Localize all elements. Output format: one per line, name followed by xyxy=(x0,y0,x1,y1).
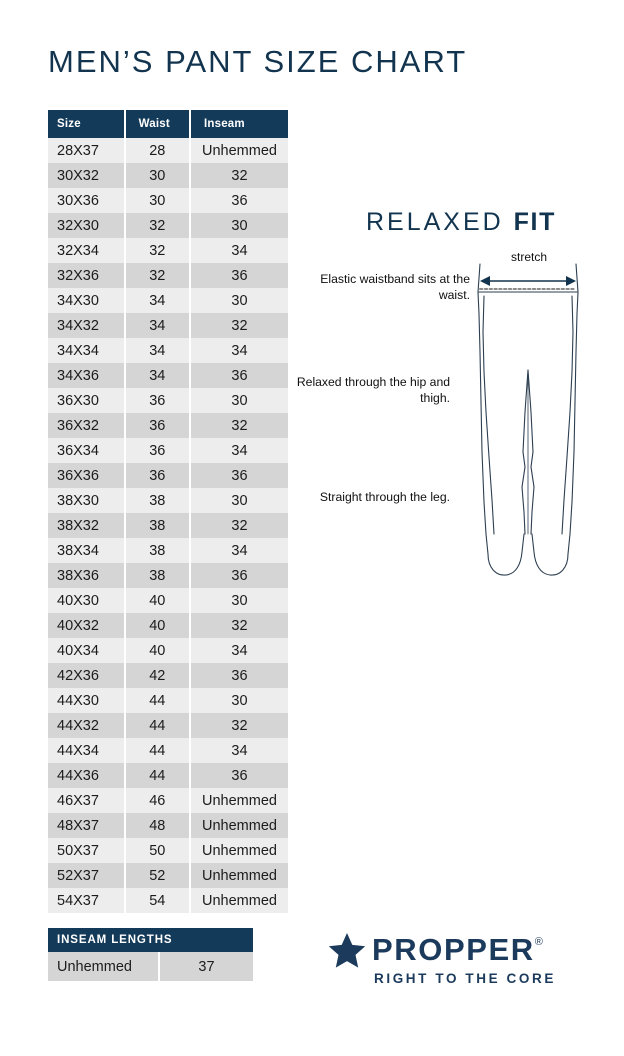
table-row xyxy=(48,863,288,888)
cell-inseam: 36 xyxy=(191,763,288,788)
cell-size: 40X30 xyxy=(48,588,126,613)
cell-size: 44X30 xyxy=(48,688,126,713)
table-row xyxy=(48,463,288,488)
size-chart-table xyxy=(48,110,288,913)
table-row xyxy=(48,888,288,913)
cell-size: 32X36 xyxy=(48,263,126,288)
column-header-inseam: Inseam xyxy=(191,110,288,138)
table-row xyxy=(48,763,288,788)
table-row xyxy=(48,738,288,763)
cell-size: 42X36 xyxy=(48,663,126,688)
table-row xyxy=(48,238,288,263)
cell-waist: 30 xyxy=(126,188,191,213)
table-row xyxy=(48,688,288,713)
table-row xyxy=(48,788,288,813)
cell-inseam: 36 xyxy=(191,188,288,213)
cell-size: 44X36 xyxy=(48,763,126,788)
cell-waist: 44 xyxy=(126,688,191,713)
cell-waist: 38 xyxy=(126,563,191,588)
cell-size: 44X34 xyxy=(48,738,126,763)
cell-waist: 32 xyxy=(126,213,191,238)
fit-title xyxy=(366,208,556,237)
cell-inseam: 34 xyxy=(191,738,288,763)
cell-waist: 36 xyxy=(126,438,191,463)
cell-inseam: 32 xyxy=(191,713,288,738)
cell-size: 38X36 xyxy=(48,563,126,588)
cell-size: 50X37 xyxy=(48,838,126,863)
table-row xyxy=(48,813,288,838)
table-row xyxy=(48,713,288,738)
inseam-table-header: INSEAM LENGTHS xyxy=(48,928,253,952)
cell-size: 30X36 xyxy=(48,188,126,213)
cell-inseam: Unhemmed xyxy=(191,863,288,888)
cell-size: 46X37 xyxy=(48,788,126,813)
cell-inseam: 30 xyxy=(191,588,288,613)
cell-size: 34X30 xyxy=(48,288,126,313)
cell-size: 34X32 xyxy=(48,313,126,338)
cell-size: 32X34 xyxy=(48,238,126,263)
table-row xyxy=(48,338,288,363)
table-row xyxy=(48,613,288,638)
column-header-waist: Waist xyxy=(126,110,191,138)
cell-size: 28X37 xyxy=(48,138,126,163)
cell-size: 36X32 xyxy=(48,413,126,438)
table-row xyxy=(48,588,288,613)
cell-inseam: 36 xyxy=(191,663,288,688)
table-row xyxy=(48,538,288,563)
table-row xyxy=(48,563,288,588)
cell-size: 36X36 xyxy=(48,463,126,488)
cell-waist: 34 xyxy=(126,338,191,363)
cell-waist: 40 xyxy=(126,613,191,638)
cell-inseam: 36 xyxy=(191,563,288,588)
cell-inseam: 32 xyxy=(191,313,288,338)
propper-logo xyxy=(328,932,556,986)
callout-elastic-waistband: Elastic waistband sits at the waist. xyxy=(320,272,470,302)
logo-brand-name: PROPPER xyxy=(372,932,535,967)
table-row xyxy=(48,663,288,688)
callout-relaxed-hip-thigh: Relaxed through the hip and thigh. xyxy=(296,375,450,405)
cell-inseam: 34 xyxy=(191,438,288,463)
cell-inseam: 30 xyxy=(191,388,288,413)
cell-waist: 50 xyxy=(126,838,191,863)
fit-title-bold: FIT xyxy=(513,208,556,236)
inseam-lengths-table xyxy=(48,928,253,981)
cell-waist: 40 xyxy=(126,638,191,663)
cell-size: 38X30 xyxy=(48,488,126,513)
cell-waist: 44 xyxy=(126,738,191,763)
table-row xyxy=(48,388,288,413)
table-row xyxy=(48,438,288,463)
stretch-label: stretch xyxy=(494,250,564,264)
cell-waist: 44 xyxy=(126,713,191,738)
table-row xyxy=(48,513,288,538)
column-header-size: Size xyxy=(48,110,126,138)
cell-size: 36X34 xyxy=(48,438,126,463)
table-row xyxy=(48,163,288,188)
table-row xyxy=(48,413,288,438)
cell-inseam: 32 xyxy=(191,413,288,438)
cell-waist: 36 xyxy=(126,388,191,413)
table-row xyxy=(48,263,288,288)
table-row xyxy=(48,313,288,338)
cell-waist: 32 xyxy=(126,263,191,288)
fit-title-light: RELAXED xyxy=(366,208,504,236)
cell-waist: 32 xyxy=(126,238,191,263)
cell-inseam: 36 xyxy=(191,363,288,388)
cell-waist: 38 xyxy=(126,538,191,563)
table-header-row xyxy=(48,110,288,138)
page-title: MEN’S PANT SIZE CHART xyxy=(48,44,468,79)
cell-inseam: Unhemmed xyxy=(191,888,288,913)
cell-inseam: 30 xyxy=(191,488,288,513)
table-row xyxy=(48,638,288,663)
star-icon xyxy=(328,932,366,968)
table-row xyxy=(48,838,288,863)
cell-size: 40X34 xyxy=(48,638,126,663)
cell-inseam: 34 xyxy=(191,338,288,363)
cell-inseam: Unhemmed xyxy=(191,788,288,813)
cell-size: 34X34 xyxy=(48,338,126,363)
cell-inseam: Unhemmed xyxy=(191,838,288,863)
cell-waist: 34 xyxy=(126,288,191,313)
table-row xyxy=(48,188,288,213)
cell-waist: 36 xyxy=(126,413,191,438)
cell-inseam: 34 xyxy=(191,538,288,563)
cell-size: 38X34 xyxy=(48,538,126,563)
cell-size: 44X32 xyxy=(48,713,126,738)
logo-tagline: RIGHT TO THE CORE xyxy=(374,971,556,986)
cell-waist: 42 xyxy=(126,663,191,688)
cell-size: 36X30 xyxy=(48,388,126,413)
cell-inseam: Unhemmed xyxy=(191,138,288,163)
cell-inseam: 36 xyxy=(191,463,288,488)
table-row xyxy=(48,488,288,513)
cell-inseam: 36 xyxy=(191,263,288,288)
cell-inseam: 34 xyxy=(191,238,288,263)
cell-inseam: 34 xyxy=(191,638,288,663)
cell-inseam: 32 xyxy=(191,163,288,188)
cell-size: 54X37 xyxy=(48,888,126,913)
cell-inseam: 30 xyxy=(191,213,288,238)
cell-waist: 38 xyxy=(126,488,191,513)
cell-waist: 34 xyxy=(126,313,191,338)
cell-waist: 54 xyxy=(126,888,191,913)
inseam-name: Unhemmed xyxy=(48,952,160,981)
cell-size: 38X32 xyxy=(48,513,126,538)
registered-trademark-icon: ® xyxy=(534,936,543,948)
cell-waist: 34 xyxy=(126,363,191,388)
cell-waist: 52 xyxy=(126,863,191,888)
table-row xyxy=(48,363,288,388)
callout-straight-leg: Straight through the leg. xyxy=(319,490,450,504)
cell-waist: 48 xyxy=(126,813,191,838)
cell-inseam: 32 xyxy=(191,613,288,638)
stretch-arrow-icon xyxy=(480,276,576,286)
cell-waist: 36 xyxy=(126,463,191,488)
size-table-body xyxy=(48,138,288,913)
cell-inseam: Unhemmed xyxy=(191,813,288,838)
cell-inseam: 30 xyxy=(191,688,288,713)
cell-size: 52X37 xyxy=(48,863,126,888)
cell-size: 32X30 xyxy=(48,213,126,238)
cell-inseam: 30 xyxy=(191,288,288,313)
pant-illustration xyxy=(468,250,588,597)
table-row xyxy=(48,138,288,163)
cell-waist: 38 xyxy=(126,513,191,538)
cell-size: 30X32 xyxy=(48,163,126,188)
cell-waist: 28 xyxy=(126,138,191,163)
inseam-value: 37 xyxy=(160,952,253,981)
cell-waist: 40 xyxy=(126,588,191,613)
cell-size: 34X36 xyxy=(48,363,126,388)
cell-inseam: 32 xyxy=(191,513,288,538)
cell-waist: 46 xyxy=(126,788,191,813)
inseam-row xyxy=(48,952,253,981)
inseam-header-row xyxy=(48,928,253,952)
inseam-table-body xyxy=(48,952,253,981)
pant-diagram-svg xyxy=(468,262,588,592)
cell-waist: 44 xyxy=(126,763,191,788)
cell-waist: 30 xyxy=(126,163,191,188)
table-row xyxy=(48,288,288,313)
cell-size: 40X32 xyxy=(48,613,126,638)
cell-size: 48X37 xyxy=(48,813,126,838)
table-row xyxy=(48,213,288,238)
